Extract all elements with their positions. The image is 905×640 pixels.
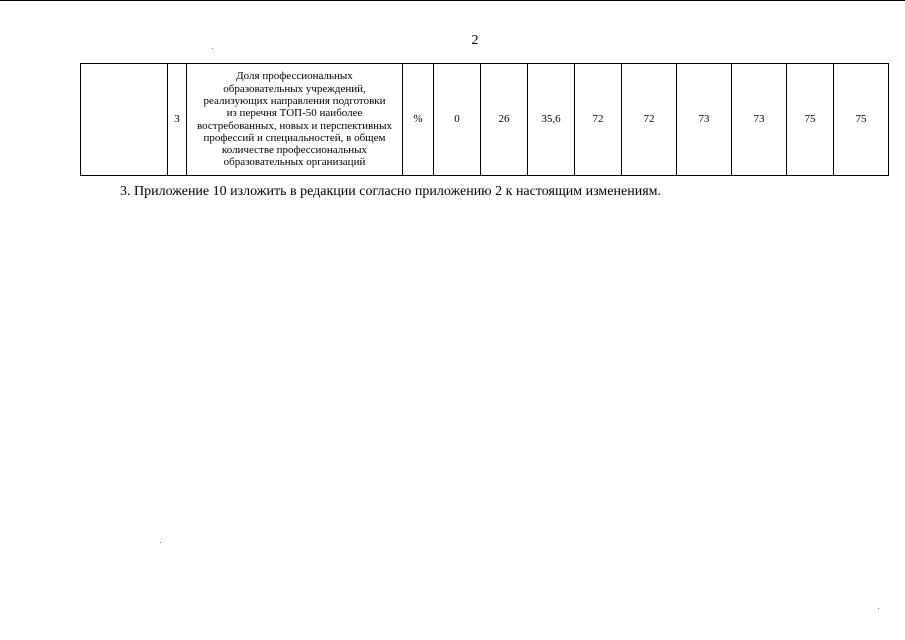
scan-speck bbox=[878, 608, 879, 609]
value-cell: 75 bbox=[787, 64, 834, 176]
indicator-line: образовательных организаций bbox=[223, 156, 366, 169]
scan-speck bbox=[212, 48, 213, 49]
indicator-line: Доля профессиональных bbox=[236, 70, 353, 83]
page-number: 2 bbox=[471, 33, 479, 48]
scan-speck bbox=[160, 542, 161, 543]
value-cell: 0 bbox=[434, 64, 481, 176]
value-cell: 75 bbox=[834, 64, 889, 176]
value-cell: 73 bbox=[677, 64, 732, 176]
indicator-line: образовательных учреждений, bbox=[223, 82, 366, 95]
row-number: 3 bbox=[168, 64, 187, 176]
unit-cell: % bbox=[403, 64, 434, 176]
top-edge-line bbox=[0, 0, 905, 1]
indicator-line: профессий и специальностей, в общем bbox=[203, 131, 386, 144]
indicator-line: востребованных, новых и перспективных bbox=[197, 119, 392, 132]
value-cell: 72 bbox=[575, 64, 622, 176]
indicator-name bbox=[187, 64, 403, 176]
indicator-table bbox=[80, 63, 889, 176]
indicator-line: количестве профессиональных bbox=[221, 144, 368, 157]
value-cell: 72 bbox=[622, 64, 677, 176]
instruction-paragraph: 3. Приложение 10 изложить в редакции согласно приложению 2 к настоящим изменениям. bbox=[120, 184, 661, 199]
indicator-line: реализующих направления подготовки bbox=[203, 94, 386, 107]
value-cell: 35,6 bbox=[528, 64, 575, 176]
value-cell: 26 bbox=[481, 64, 528, 176]
indicator-line: из перечня ТОП-50 наиболее bbox=[226, 107, 363, 120]
table-row bbox=[81, 64, 889, 176]
empty-cell bbox=[81, 64, 168, 176]
value-cell: 73 bbox=[732, 64, 787, 176]
